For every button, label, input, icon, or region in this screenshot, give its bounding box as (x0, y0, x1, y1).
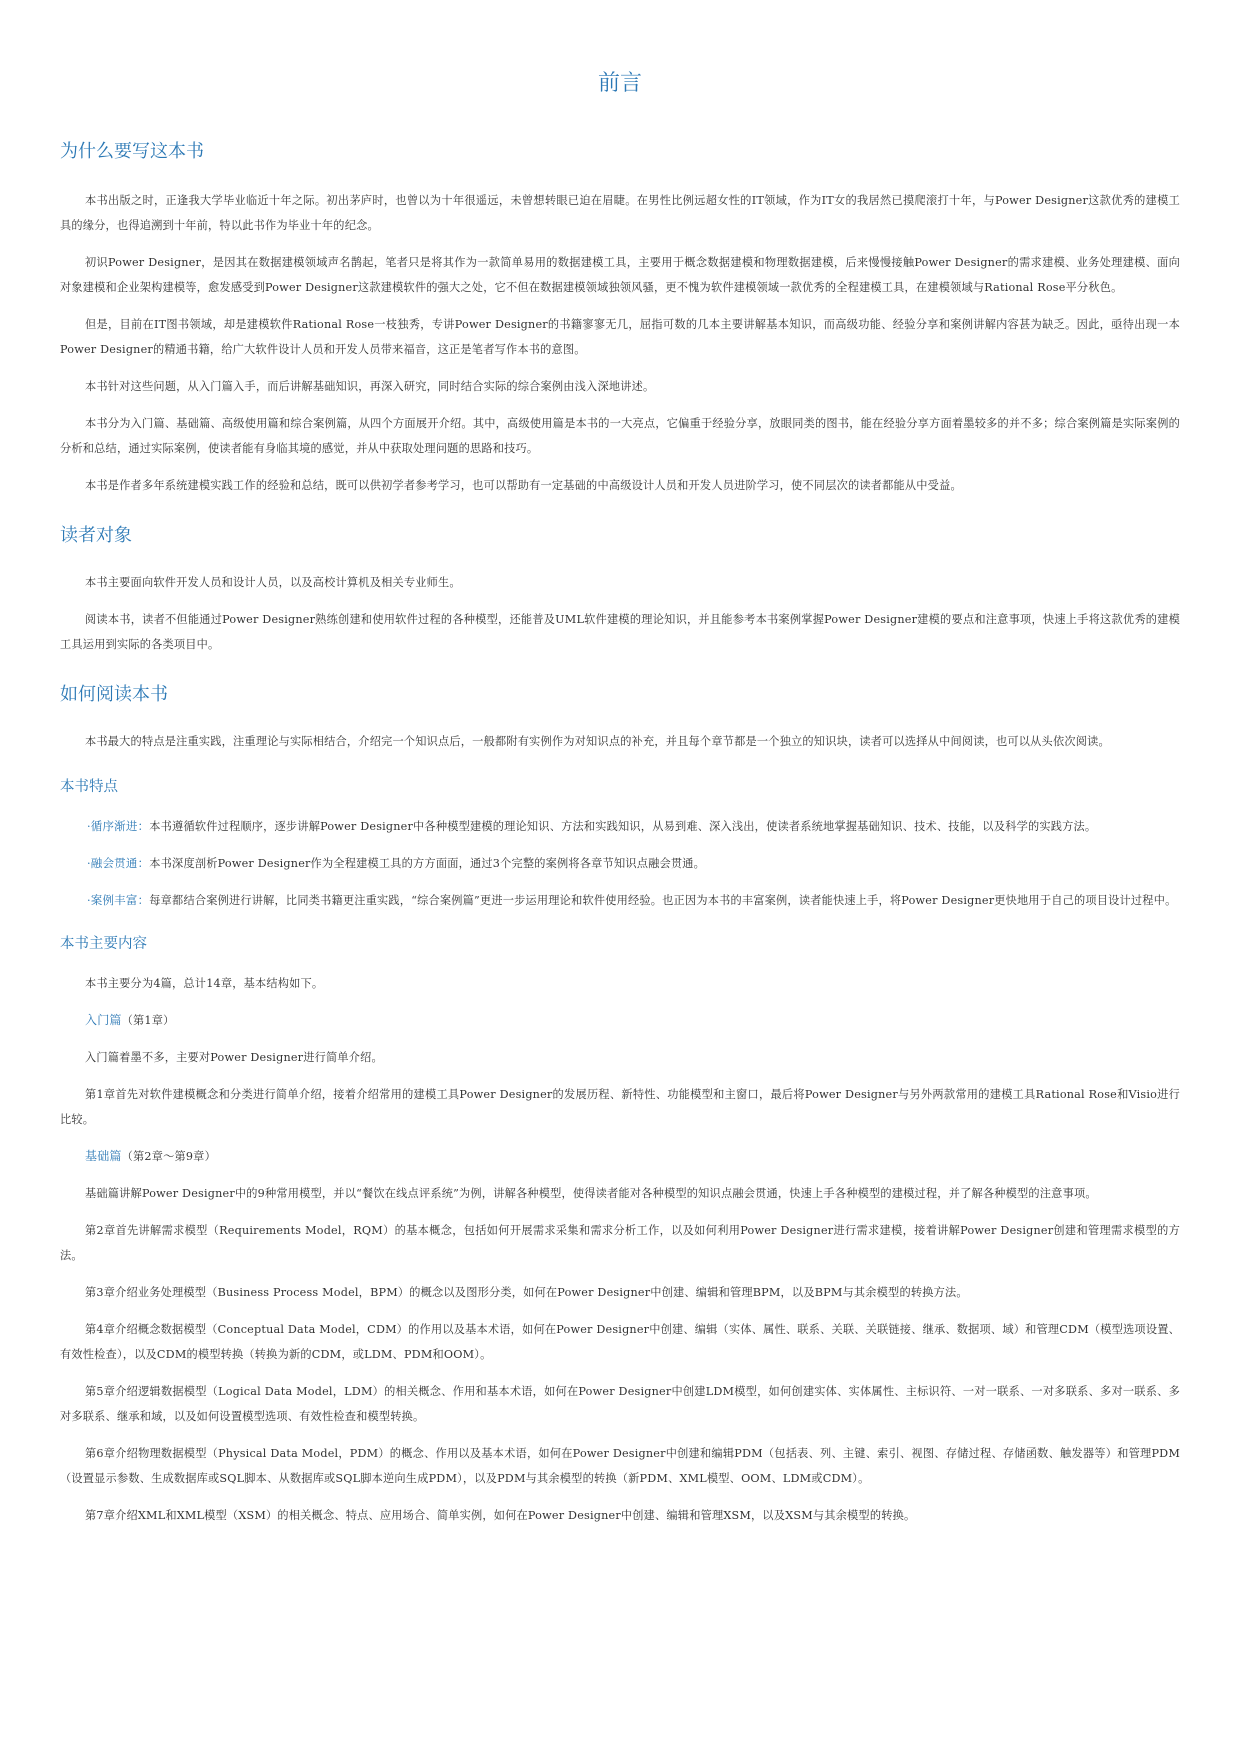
paragraph: 但是，目前在IT图书领域，却是建模软件Rational Rose一枝独秀，专讲Power Designer的书籍寥寥无几，屈指可数的几本主要讲解基本知识，而高级功能、经验分享和案例讲解内容甚为缺乏。因此，亟待出现一本Power Designer的精通书籍，给广大软件设计人员和开发人员带来福音，这正是笔者写作本书的意图。 (60, 318, 1180, 356)
paragraph: 本书最大的特点是注重实践，注重理论与实际相结合，介绍完一个知识点后，一般都附有实例作为对知识点的补充，并且每个章节都是一个独立的知识块，读者可以选择从中间阅读，也可以从头依次阅读。 (85, 735, 1110, 748)
section-body-contents (60, 971, 1180, 1528)
section-heading-features: 本书特点 (60, 779, 118, 795)
feature-separator: ： (137, 893, 150, 907)
part-term: 基础篇 (85, 1149, 122, 1163)
feature-text: 每章都结合案例进行讲解，比同类书籍更注重实践，“综合案例篇”更进一步运用理论和软件使用经验。也正因为本书的丰富案例，读者能快速上手，将Power Designer更快地用于自己的项目设计过程中。 (149, 894, 1177, 907)
paragraph: 第1章首先对软件建模概念和分类进行简单介绍，接着介绍常用的建模工具Power Designer的发展历程、新特性、功能模型和主窗口，最后将Power Designer与另外两款常用的建模工具Rational Rose和Visio进行比较。 (60, 1088, 1180, 1126)
paragraph: 本书分为入门篇、基础篇、高级使用篇和综合案例篇，从四个方面展开介绍。其中，高级使用篇是本书的一大亮点，它偏重于经验分享，放眼同类的图书，能在经验分享方面着墨较多的并不多；综合案例篇是实际案例的分析和总结，通过实际案例，使读者能有身临其境的感觉，并从中获取处理问题的思路和技巧。 (60, 417, 1180, 455)
bullet-mark: · (87, 820, 91, 833)
paragraph: 初识Power Designer，是因其在数据建模领域声名鹊起，笔者只是将其作为一款简单易用的数据建模工具，主要用于概念数据建模和物理数据建模，后来慢慢接触Power Designer的需求建模、业务处理建模、面向对象建模和企业架构建模等，愈发感受到Power Designer这款建模软件的强大之处，它不但在数据建模领域独领风骚，更不愧为软件建模领域一款优秀的全程建模工具，在建模领域与Rational Rose平分秋色。 (60, 256, 1180, 294)
paragraph: 第5章介绍逻辑数据模型（Logical Data Model，LDM）的相关概念、作用和基本术语，如何在Power Designer中创建LDM模型，如何创建实体、实体属性、主标识符、一对一联系、一对多联系、多对一联系、多对多联系、继承和域，以及如何设置模型选项、有效性检查和模型转换。 (60, 1385, 1180, 1423)
paragraph: 第6章介绍物理数据模型（Physical Data Model，PDM）的概念、作用以及基本术语，如何在Power Designer中创建和编辑PDM（包括表、列、主键、索引、视图、存储过程、存储函数、触发器等）和管理PDM（设置显示参数、生成数据库或SQL脚本、从数据库或SQL脚本逆向生成PDM），以及PDM与其余模型的转换（新PDM、XML模型、OOM、LDM或CDM）。 (60, 1447, 1180, 1485)
feature-item (60, 814, 1180, 839)
part-range: （第2章～第9章） (121, 1150, 216, 1163)
feature-term: 融会贯通 (90, 856, 138, 870)
feature-item (60, 888, 1180, 913)
bullet-mark: · (87, 894, 91, 907)
page-title: 前言 (597, 71, 642, 96)
paragraph: 本书针对这些问题，从入门篇入手，而后讲解基础知识，再深入研究，同时结合实际的综合案例由浅入深地讲述。 (85, 380, 655, 393)
feature-text: 本书深度剖析Power Designer作为全程建模工具的方方面面，通过3个完整的案例将各章节知识点融会贯通。 (149, 857, 706, 870)
section-heading-readers: 读者对象 (60, 525, 132, 546)
paragraph: 基础篇讲解Power Designer中的9种常用模型，并以“餐饮在线点评系统”为例，讲解各种模型，使得读者能对各种模型的知识点融会贯通，快速上手各种模型的建模过程，并了解各种模型的注意事项。 (85, 1187, 1097, 1200)
paragraph: 本书是作者多年系统建模实践工作的经验和总结，既可以供初学者参考学习，也可以帮助有一定基础的中高级设计人员和开发人员进阶学习，使不同层次的读者都能从中受益。 (85, 479, 962, 492)
section-heading-howto: 如何阅读本书 (60, 684, 168, 705)
section-heading-why: 为什么要写这本书 (60, 141, 204, 162)
section-body-howto (60, 729, 1180, 754)
paragraph: 本书主要分为4篇，总计14章，基本结构如下。 (85, 977, 324, 990)
paragraph: 入门篇着墨不多，主要对Power Designer进行简单介绍。 (85, 1051, 383, 1064)
part-heading-basic (60, 1144, 1180, 1169)
paragraph: 第7章介绍XML和XML模型（XSM）的相关概念、特点、应用场合、简单实例，如何在Power Designer中创建、编辑和管理XSM，以及XSM与其余模型的转换。 (85, 1509, 916, 1522)
feature-list (60, 814, 1180, 913)
feature-term: 案例丰富 (90, 893, 138, 907)
paragraph: 本书出版之时，正逢我大学毕业临近十年之际。初出茅庐时，也曾以为十年很遥远，未曾想转眼已迫在眉睫。在男性比例远超女性的IT领域，作为IT女的我居然已摸爬滚打十年，与Power Designer这款优秀的建模工具的缘分，也得追溯到十年前，特以此书作为毕业十年的纪念。 (60, 194, 1180, 232)
section-body-why (60, 188, 1180, 498)
paragraph: 阅读本书，读者不但能通过Power Designer熟练创建和使用软件过程的各种模型，还能普及UML软件建模的理论知识，并且能参考本书案例掌握Power Designer建模的要点和注意事项，快速上手将这款优秀的建模工具运用到实际的各类项目中。 (60, 613, 1180, 651)
paragraph: 第4章介绍概念数据模型（Conceptual Data Model，CDM）的作用以及基本术语，如何在Power Designer中创建、编辑（实体、属性、联系、关联、关联链接、继承、数据项、域）和管理CDM（模型选项设置、有效性检查），以及CDM的模型转换（转换为新的CDM，或LDM、PDM和OOM）。 (60, 1323, 1180, 1361)
feature-item (60, 851, 1180, 876)
part-range: （第1章） (121, 1014, 175, 1027)
paragraph: 本书主要面向软件开发人员和设计人员，以及高校计算机及相关专业师生。 (85, 576, 461, 589)
section-body-readers (60, 570, 1180, 657)
feature-text: 本书遵循软件过程顺序，逐步讲解Power Designer中各种模型建模的理论知识、方法和实践知识，从易到难、深入浅出，使读者系统地掌握基础知识、技术、技能，以及科学的实践方法。 (149, 820, 1097, 833)
feature-separator: ： (137, 819, 150, 833)
paragraph: 第2章首先讲解需求模型（Requirements Model，RQM）的基本概念，包括如何开展需求采集和需求分析工作，以及如何利用Power Designer进行需求建模，接着讲解Power Designer创建和管理需求模型的方法。 (60, 1224, 1180, 1262)
feature-separator: ： (137, 856, 150, 870)
bullet-mark: · (87, 857, 91, 870)
part-term: 入门篇 (85, 1013, 122, 1027)
feature-term: 循序渐进 (90, 819, 138, 833)
part-heading-intro (60, 1008, 1180, 1033)
section-heading-contents: 本书主要内容 (60, 936, 147, 952)
paragraph: 第3章介绍业务处理模型（Business Process Model，BPM）的概念以及图形分类，如何在Power Designer中创建、编辑和管理BPM，以及BPM与其余模型的转换方法。 (85, 1286, 968, 1299)
